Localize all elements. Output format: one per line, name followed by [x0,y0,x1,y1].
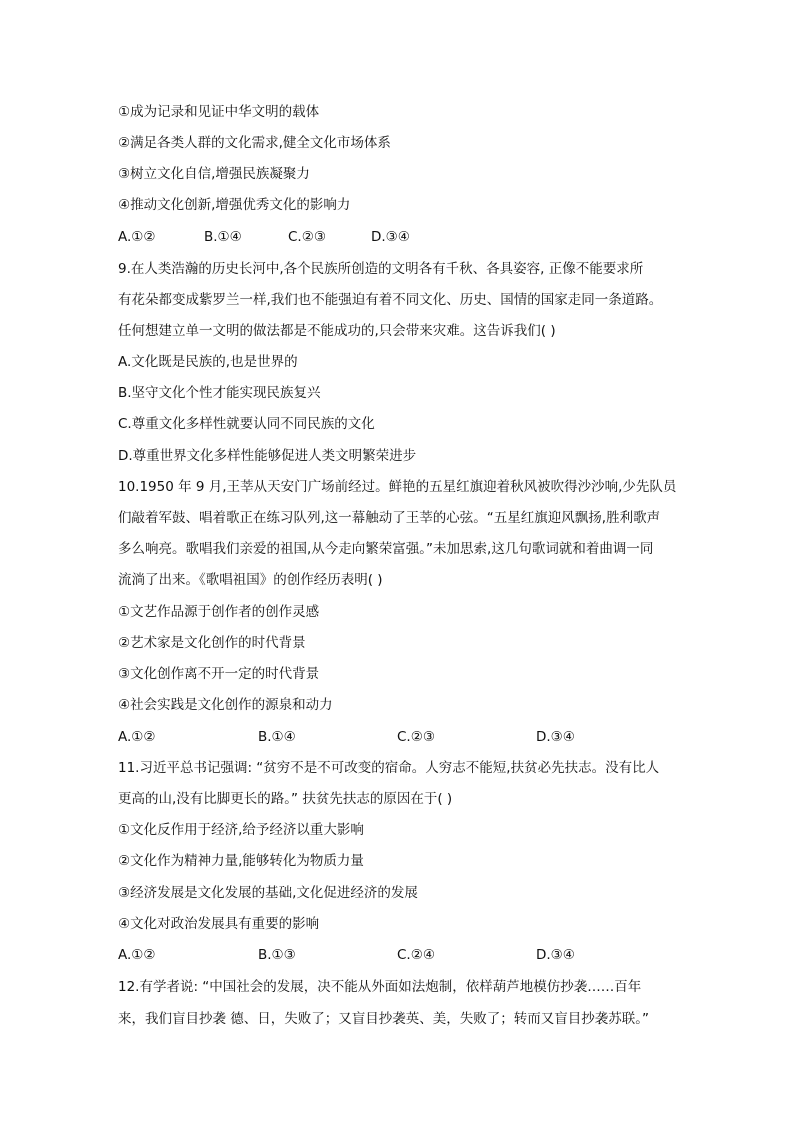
q9-stem-line-2: 有花朵都变成紫罗兰一样,我们也不能强迫有着不同文化、历史、国情的国家走同一条道路。 [118,292,663,308]
q10-stem-line-4: 流淌了出来。《歌唱祖国》的创作经历表明( ) [118,572,383,588]
q9-option-b: B.坚守文化个性才能实现民族复兴 [118,385,321,401]
q12-stem-line-1: 12.有学者说: “中国社会的发展，决不能从外面如法炮制，依样葫芦地模仿抄袭……百年 [118,979,642,995]
q11-item-2: ②文化作为精神力量,能够转化为物质力量 [118,853,364,869]
q11-option-a: A.①② [118,947,156,963]
q10-option-c: C.②③ [397,729,435,745]
q11-option-b: B.①③ [258,947,296,963]
q8-item-3: ③树立文化自信,增强民族凝聚力 [118,166,310,182]
q8-item-2: ②满足各类人群的文化需求,健全文化市场体系 [118,135,391,151]
q9-option-d: D.尊重世界文化多样性能够促进人类文明繁荣进步 [118,448,417,464]
q9-stem-line-3: 任何想建立单一文明的做法都是不能成功的,只会带来灾难。这告诉我们( ) [118,323,556,339]
q9-option-c: C.尊重文化多样性就要认同不同民族的文化 [118,416,375,432]
q8-option-a: A.①② [118,229,156,245]
q10-option-b: B.①④ [258,729,296,745]
q10-item-3: ③文化创作离不开一定的时代背景 [118,666,320,682]
q10-option-d: D.③④ [536,729,575,745]
q9-option-a: A.文化既是民族的,也是世界的 [118,354,298,370]
q8-item-1: ①成为记录和见证中华文明的载体 [118,104,320,120]
q10-stem-line-2: 们敲着军鼓、唱着歌正在练习队列,这一幕触动了王莘的心弦。“五星红旗迎风飘扬,胜利歌声 [118,510,661,526]
q8-option-d: D.③④ [371,229,410,245]
q8-item-4: ④推动文化创新,增强优秀文化的影响力 [118,197,351,213]
q10-item-1: ①文艺作品源于创作者的创作灵感 [118,604,320,620]
q9-stem-line-1: 9.在人类浩瀚的历史长河中,各个民族所创造的文明各有千秋、各具姿容, 正像不能要求所 [118,261,644,277]
q11-option-c: C.②④ [397,947,435,963]
q10-item-4: ④社会实践是文化创作的源泉和动力 [118,697,333,713]
q10-stem-line-3: 多么响亮。歌唱我们亲爱的祖国,从今走向繁荣富强。”未加思索,这几句歌词就和着曲调一同 [118,541,654,557]
q11-item-3: ③经济发展是文化发展的基础,文化促进经济的发展 [118,885,418,901]
q11-item-1: ①文化反作用于经济,给予经济以重大影响 [118,822,364,838]
q11-stem-line-2: 更高的山,没有比脚更长的路。” 扶贫先扶志的原因在于( ) [118,791,453,807]
q10-item-2: ②艺术家是文化创作的时代背景 [118,635,306,651]
q10-stem-line-1: 10.1950 年 9 月,王莘从天安门广场前经过。鲜艳的五星红旗迎着秋风被吹得沙沙响,少先队员 [118,479,677,495]
q11-stem-line-1: 11.习近平总书记强调: “贫穷不是不可改变的宿命。人穷志不能短,扶贫必先扶志。没有比人 [118,760,660,776]
q10-option-a: A.①② [118,729,156,745]
q11-item-4: ④文化对政治发展具有重要的影响 [118,916,320,932]
q8-option-b: B.①④ [204,229,242,245]
q12-stem-line-2: 来，我们盲目抄袭 德、日，失败了；又盲目抄袭英、美，失败了；转而又盲目抄袭苏联。” [118,1011,650,1027]
q8-option-c: C.②③ [288,229,326,245]
q11-option-d: D.③④ [536,947,575,963]
